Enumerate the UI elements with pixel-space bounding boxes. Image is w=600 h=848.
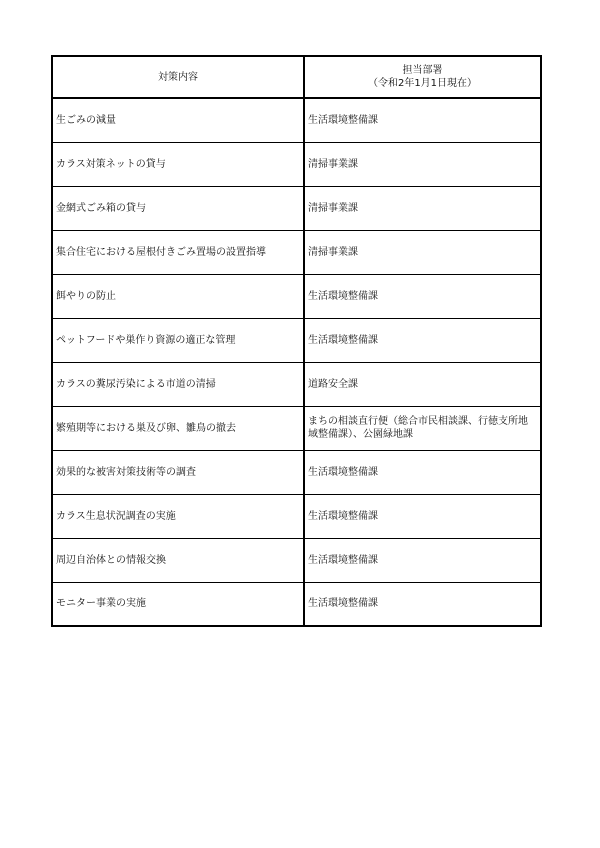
measure-cell: 金網式ごみ箱の貸与 [52, 186, 304, 230]
header-department-date: （令和2年1月1日現在） [367, 78, 478, 89]
table-row [52, 406, 541, 450]
table-row [52, 318, 541, 362]
table-row [52, 142, 541, 186]
measure-cell: 繁殖期等における巣及び卵、雛鳥の撤去 [52, 406, 304, 450]
measure-cell: モニター事業の実施 [52, 582, 304, 626]
table-row [52, 582, 541, 626]
header-department-title: 担当部署 [402, 65, 443, 76]
department-cell: 生活環境整備課 [304, 538, 541, 582]
measure-cell: カラス対策ネットの貸与 [52, 142, 304, 186]
measures-table [51, 55, 542, 627]
table-row [52, 230, 541, 274]
department-cell: 清掃事業課 [304, 142, 541, 186]
table-row [52, 538, 541, 582]
document-page [51, 55, 540, 627]
table-header-row [52, 56, 541, 98]
measure-cell: ペットフードや巣作り資源の適正な管理 [52, 318, 304, 362]
table-row [52, 98, 541, 142]
department-cell: 清掃事業課 [304, 186, 541, 230]
measure-cell: カラスの糞尿汚染による市道の清掃 [52, 362, 304, 406]
measure-cell: 餌やりの防止 [52, 274, 304, 318]
header-measure: 対策内容 [52, 56, 304, 98]
department-cell: 生活環境整備課 [304, 98, 541, 142]
header-department [304, 56, 541, 98]
measure-cell: 効果的な被害対策技術等の調査 [52, 450, 304, 494]
measure-cell: カラス生息状況調査の実施 [52, 494, 304, 538]
department-cell: 生活環境整備課 [304, 494, 541, 538]
department-cell: 生活環境整備課 [304, 582, 541, 626]
measure-cell: 集合住宅における屋根付きごみ置場の設置指導 [52, 230, 304, 274]
department-cell: 生活環境整備課 [304, 274, 541, 318]
department-cell: 清掃事業課 [304, 230, 541, 274]
measure-cell: 周辺自治体との情報交換 [52, 538, 304, 582]
table-row [52, 494, 541, 538]
table-row [52, 274, 541, 318]
department-cell: まちの相談直行便（総合市民相談課、行徳支所地域整備課）、公園緑地課 [304, 406, 541, 450]
department-cell: 生活環境整備課 [304, 450, 541, 494]
table-row [52, 362, 541, 406]
table-row [52, 450, 541, 494]
department-cell: 道路安全課 [304, 362, 541, 406]
department-cell: 生活環境整備課 [304, 318, 541, 362]
table-row [52, 186, 541, 230]
measure-cell: 生ごみの減量 [52, 98, 304, 142]
